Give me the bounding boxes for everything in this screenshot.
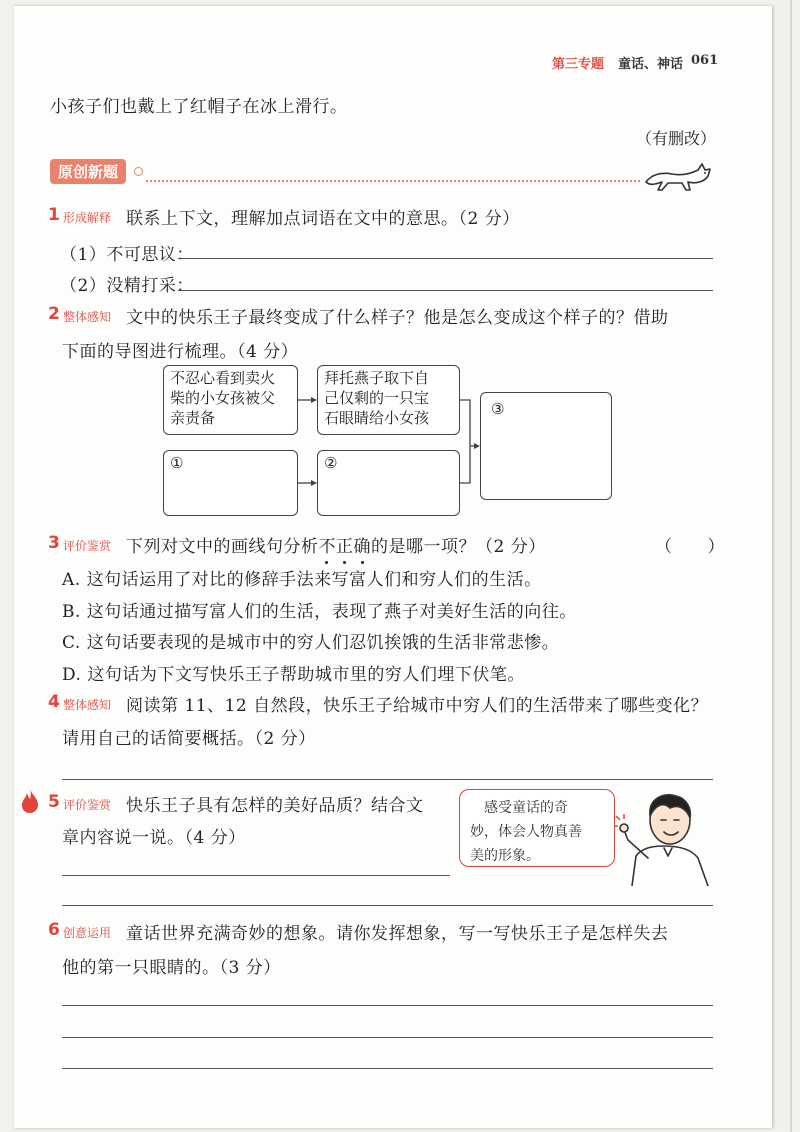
q1-stem: 联系上下文，理解加点词语在文中的意思。（2 分）: [126, 209, 520, 229]
q3-option-a[interactable]: A. 这句话运用了对比的修辞手法来写富人们和穷人们的生活。: [62, 570, 542, 590]
q5-answer-line1[interactable]: [62, 875, 450, 876]
boy-pointing-icon: [612, 786, 716, 886]
tip-line: 妙，体会人物真善: [470, 824, 582, 840]
tip-line: 感受童话的奇: [470, 800, 568, 816]
section-badge: 原创新题: [50, 159, 126, 184]
flow-box-cause-line: 不忍心看到卖火: [170, 369, 276, 387]
q1-item1: （1）不可思议：: [60, 245, 194, 265]
q6-answer-line2[interactable]: [62, 1037, 713, 1038]
tip-line: 美的形象。: [470, 848, 540, 864]
q4-number: 4: [48, 692, 60, 712]
q3-stem-part1: 下列对文中的画线句分析: [126, 537, 319, 557]
q2-stem-line1: 文中的快乐王子最终变成了什么样子？他是怎么变成这个样子的？借助: [126, 308, 669, 328]
flow-arrows: [0, 0, 800, 560]
q1-item2: （2）没精打采：: [60, 276, 194, 296]
q6-stem-line2: 他的第一只眼睛的。（3 分）: [62, 958, 281, 978]
q6-number: 6: [48, 920, 60, 940]
q2-number: 2: [48, 304, 60, 324]
flow-box-cause-line: 亲责备: [170, 409, 216, 427]
q5-answer-line2[interactable]: [62, 905, 713, 906]
q3-option-b[interactable]: B. 这句话通过描写富人们的生活，表现了燕子对美好生活的向往。: [62, 602, 577, 622]
q3-stem: [126, 532, 546, 557]
flame-icon: [20, 788, 40, 814]
page-number: 061: [691, 53, 719, 68]
sparkle-line: [616, 816, 620, 820]
q3-emphasis-text: 不正确: [318, 537, 371, 557]
q1-tag: 形成解释: [63, 211, 112, 225]
q4-stem-line1: 阅读第 11、12 自然段，快乐王子给城市中穷人们的生活带来了哪些变化？: [126, 696, 709, 716]
passage-last-line: 小孩子们也戴上了红帽子在冰上滑行。: [50, 97, 348, 117]
q1-number: 1: [48, 205, 60, 225]
q6-stem-line1: 童话世界充满奇妙的想象。请你发挥想象，写一写快乐王子是怎样失去: [126, 924, 669, 944]
arrowhead: [311, 480, 317, 486]
q5-stem-line2: 章内容说一说。（4 分）: [62, 828, 246, 848]
arrowhead: [311, 397, 317, 403]
q3-option-c[interactable]: C. 这句话要表现的是城市中的穷人们忍饥挨饿的生活非常悲惨。: [62, 633, 560, 653]
q3-number: 3: [48, 533, 60, 553]
q6-tag: 创意运用: [63, 926, 112, 940]
q4-stem-line2: 请用自己的话简要概括。（2 分）: [62, 729, 316, 749]
q3-answer-paren[interactable]: （ ）: [655, 537, 725, 557]
tip-bubble: [459, 789, 615, 867]
flow-box-action-line: 石眼睛给小女孩: [324, 409, 430, 427]
q2-stem-line2: 下面的导图进行梳理。（4 分）: [62, 342, 299, 362]
q3-emphasis: [319, 537, 372, 557]
q5-stem-line1: 快乐王子具有怎样的美好品质？结合文: [126, 796, 424, 816]
q5-tag: 评价鉴赏: [63, 798, 112, 812]
q6-answer-line3[interactable]: [62, 1068, 713, 1069]
q2-tag: 整体感知: [63, 310, 112, 324]
arrow-merge: [460, 400, 476, 483]
blank-2-label: ②: [324, 454, 338, 472]
emphasis-dot: [361, 561, 364, 564]
header-topic: 第三专题: [552, 57, 605, 72]
q3-option-d[interactable]: D. 这句话为下文写快乐王子帮助城市里的穷人们埋下伏笔。: [62, 665, 525, 685]
q5-number: 5: [48, 792, 60, 812]
emphasis-dot: [343, 561, 346, 564]
q4-tag: 整体感知: [63, 698, 112, 712]
blank-3-label: ③: [491, 400, 505, 418]
q3-tag: 评价鉴赏: [63, 539, 112, 553]
q3-stem-part2: 的是哪一项？（2 分）: [371, 537, 546, 557]
source-note: （有删改）: [636, 129, 717, 148]
arrowhead: [474, 443, 480, 449]
emphasis-dot: [325, 561, 328, 564]
q4-answer-line[interactable]: [62, 779, 713, 780]
flow-box-action-line: 己仅剩的一只宝: [324, 389, 430, 407]
blank-1-label: ①: [170, 454, 184, 472]
flow-box-action-line: 拜托燕子取下自: [324, 369, 430, 387]
flow-box-cause-line: 柴的小女孩被父: [170, 389, 276, 407]
q6-answer-line1[interactable]: [62, 1005, 713, 1006]
header-subtitle: 童话、神话: [618, 57, 684, 72]
